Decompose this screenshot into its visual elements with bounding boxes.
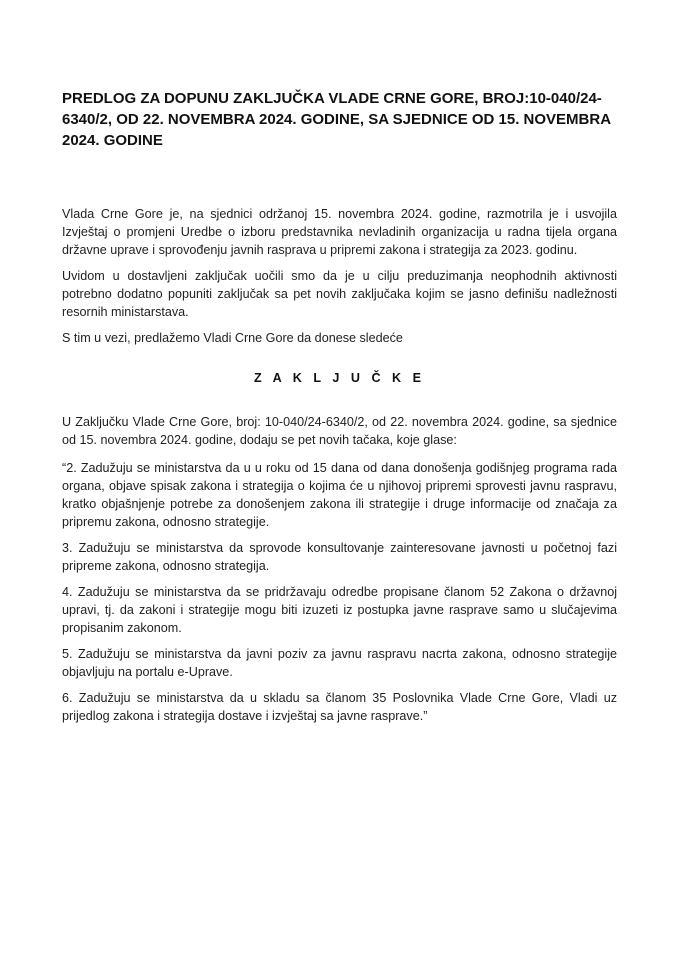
paragraph-proposal: S tim u vezi, predlažemo Vladi Crne Gore da donese sledeće [62, 331, 403, 345]
conclusion-intro: U Zaključku Vlade Crne Gore, broj: 10-040/24-6340/2, od 22. novembra 2024. godine, sa sjednice od 15. novembra 2024. godine, dodaju se pet novih tačaka, koje glase: [62, 415, 617, 447]
section-heading: Z A K L J U Č K E [253, 371, 426, 385]
conclusion-item: 3. Zadužuju se ministarstva da sprovode konsultovanje zainteresovane javnosti u početnoj fazi pripreme zakona, odnosno strategija. [62, 541, 617, 573]
paragraph-observation: Uvidom u dostavljeni zaključak uočili smo da je u cilju preduzimanja neophodnih aktivnosti potrebno dodatno popuniti zaključak sa pet novih zaključaka kojim se jasno definišu nadležnosti resornih ministarstava. [62, 269, 617, 319]
conclusion-item: 6. Zadužuju se ministarstva da u skladu sa članom 35 Poslovnika Vlade Crne Gore, Vladi uz prijedlog zakona i strategija dostave i izvještaj sa javne rasprave.” [62, 691, 617, 723]
conclusion-item: “2. Zadužuju se ministarstva da u u roku od 15 dana od dana donošenja godišnjeg programa rada organa, objave spisak zakona i strategija o kojima će u njihovoj pripremi sprovesti javnu raspravu, kratko objašnjenje potrebe za donošenjem zakona ili strategije i druge informacije od značaja za pripremu zakona, odnosno strategije. [62, 461, 617, 529]
document-page [62, 88, 617, 725]
document-title: PREDLOG ZA DOPUNU ZAKLJUČKA VLADE CRNE GORE, BROJ:10-040/24-6340/2, OD 22. NOVEMBRA 2024. GODINE, SA SJEDNICE OD 15. NOVEMBRA 2024. GODINE [62, 90, 611, 149]
paragraph-session-summary: Vlada Crne Gore je, na sjednici održanoj 15. novembra 2024. godine, razmotrila je i usvojila Izvještaj o promjeni Uredbe o izboru predstavnika nevladinih organizacija u radna tijela organa državne uprave i sprovođenju javnih rasprava u pripremi zakona i strategija za 2023. godinu. [62, 207, 617, 257]
conclusion-item: 5. Zadužuju se ministarstva da javni poziv za javnu raspravu nacrta zakona, odnosno strategije objavljuju na portalu e-Uprave. [62, 647, 617, 679]
conclusion-item: 4. Zadužuju se ministarstva da se pridržavaju odredbe propisane članom 52 Zakona o državnoj upravi, tj. da zakoni i strategije mogu biti izuzeti iz postupka javne rasprave samo u slučajevima propisanim zakonom. [62, 585, 617, 635]
